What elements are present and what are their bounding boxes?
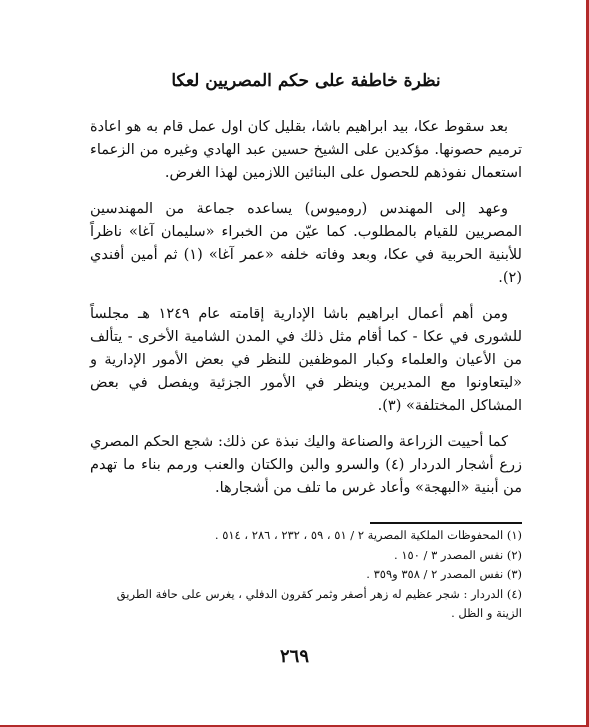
footnote-1: (١) المحفوظات الملكية المصرية ٢ / ٥١ ، ٥٩ ، ٢٣٢ ، ٢٨٦ ، ٥١٤ . (214, 528, 522, 542)
paragraph-1: بعد سقوط عكا، بيد ابراهيم باشا، بقليل كان اول عمل قام به هو اعادة ترميم حصونها. مؤكدين على الشيخ حسين عبد الهادي وغيره من الزعماء استعمال نفوذهم للحصول على البنائين اللازمين لهذا الغرض. (90, 119, 522, 181)
paragraph-3: ومن أهم أعمال ابراهيم باشا الإدارية إقامته عام ١٢٤٩ هـ مجلساً للشورى في عكا - كما أقام مثل ذلك في المدن الشامية الأخرى - يتألف من الأعيان والعلماء وكبار الموظفين للنظر في بعض الأمور الإدارية و «ليتعاونوا مع المديرين وينظر في الأمور الجزئية ويفصل في بعض المشاكل المختلفة» (٣). (90, 306, 522, 414)
document-page (90, 60, 522, 513)
paragraph-4: كما أحييت الزراعة والصناعة واليك نبذة عن ذلك: شجع الحكم المصري زرع أشجار الدردار (٤) والسرو والبن والكتان والعنب ورمم بناء ما تهدم من أبنية «البهجة» وأعاد غرس ما تلف من أشجارها. (90, 434, 522, 496)
footnote-separator (370, 522, 522, 524)
paragraph-2: وعهد إلى المهندس (روميوس) يساعده جماعة من المهندسين المصريين للقيام بالمطلوب. كما عيّن من الخبراء «سليمان آغا» ناظراً للأبنية الحربية في عكا، وبعد وفاته خلفه «عمر آغا» (١) ثم أمين أفندي (٢). (90, 201, 522, 286)
footnote-4: (٤) الدردار : شجر عظيم له زهر أصفر وثمر كقرون الدفلي ، يغرس على حافة الطريق (116, 586, 522, 601)
page-title: نظرة خاطفة على حكم المصريين لعكا (171, 71, 441, 91)
footnotes (90, 526, 522, 624)
footnote-2: (٢) نفس المصدر ٣ / ١٥٠ . (394, 547, 522, 562)
page-number: ٢٦٩ (279, 646, 309, 667)
footnote-4-continuation: الزينة و الظل . (451, 606, 522, 620)
footnote-3: (٣) نفس المصدر ٢ / ٣٥٨ و٣٥٩ . (366, 567, 522, 581)
